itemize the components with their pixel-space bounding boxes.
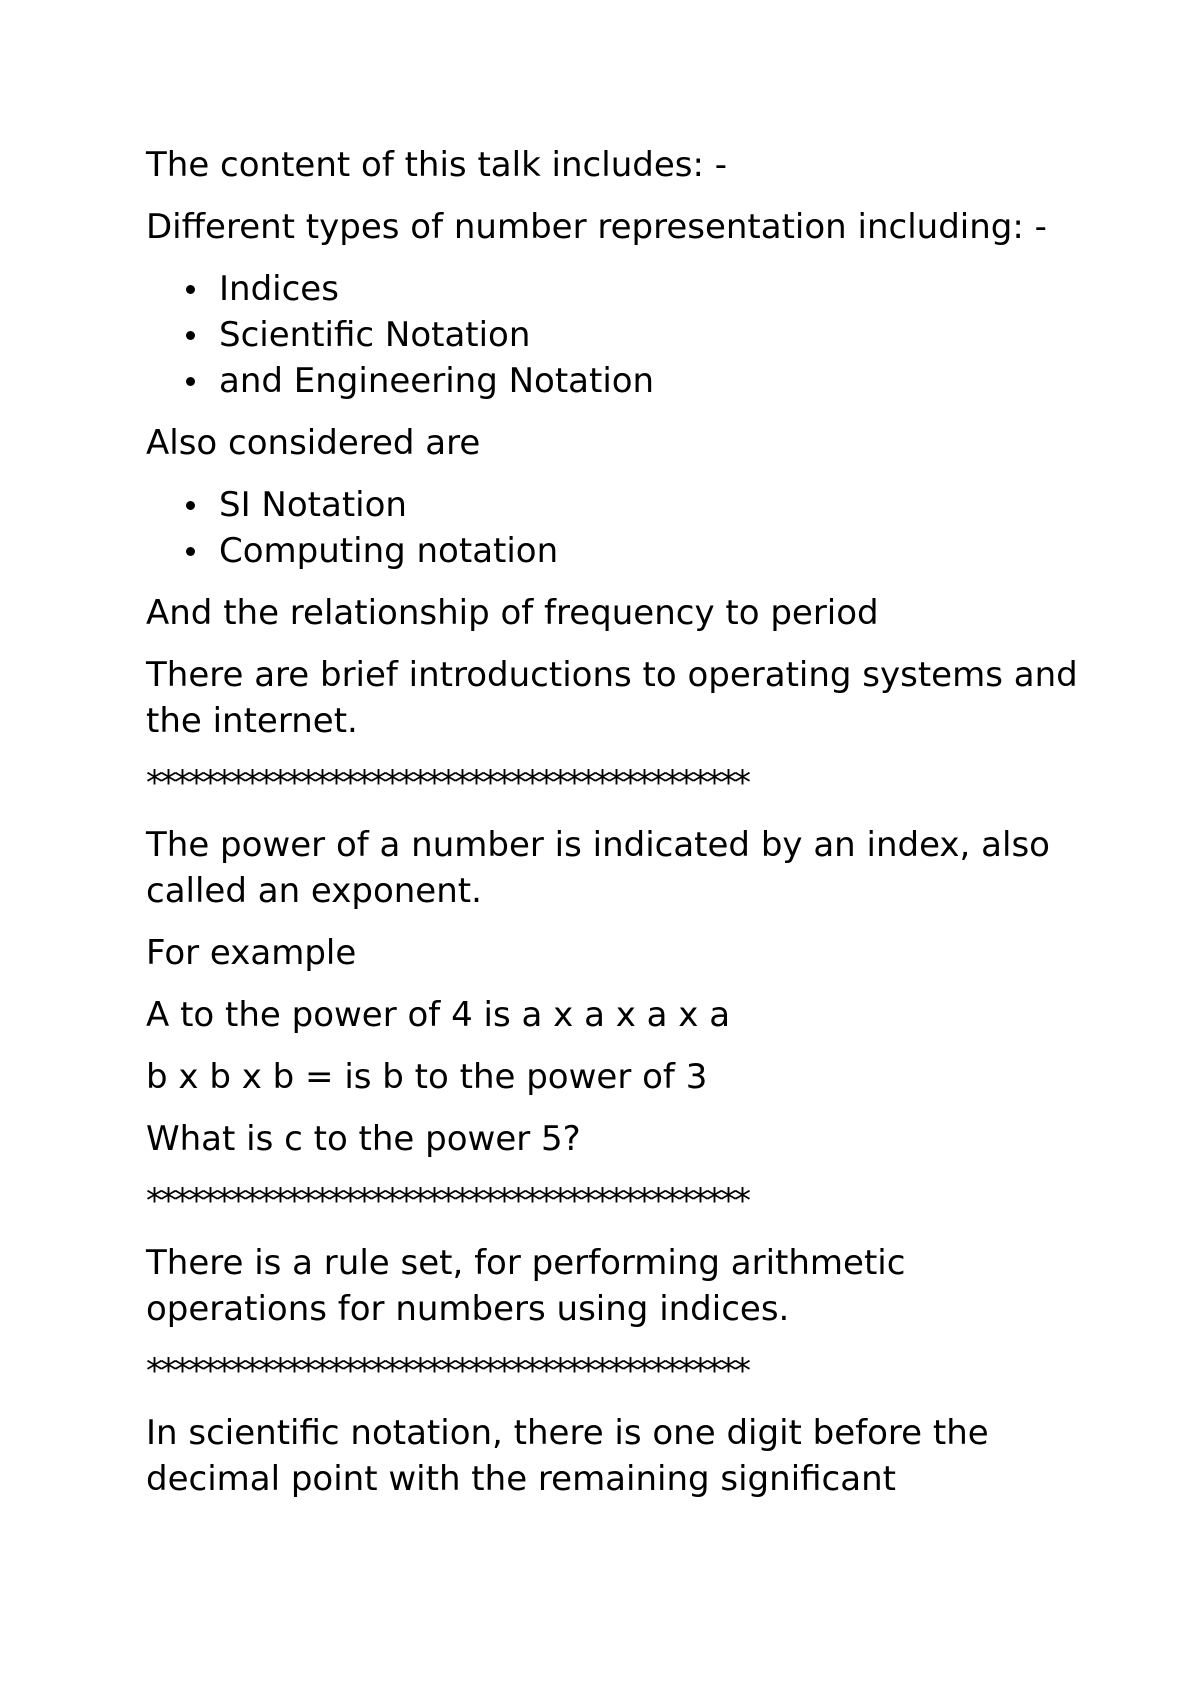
bullet-icon [186, 547, 195, 556]
separator: ******************************************* [146, 763, 748, 803]
list-item-label: Indices [219, 269, 339, 309]
power-text: The power of a number is indicated by an index, also called an exponent. [146, 825, 1050, 911]
frequency-text: And the relationship of frequency to period [146, 593, 879, 633]
example-b-text: b x b x b = is b to the power of 3 [146, 1057, 708, 1097]
bullet-icon [186, 501, 195, 510]
intro-text: The content of this talk includes: - [146, 145, 727, 185]
for-example-text: For example [146, 933, 357, 973]
list-item [146, 482, 1080, 528]
example-a-text: A to the power of 4 is a x a x a x a [146, 995, 731, 1035]
list-item-label: and Engineering Notation [219, 361, 655, 401]
types-list [146, 266, 1080, 404]
list-item [146, 358, 1080, 404]
separator: ******************************************* [146, 1351, 748, 1391]
scientific-text: In scientific notation, there is one digit before the decimal point with the remaining significant [146, 1413, 989, 1499]
list-item-label: SI Notation [219, 485, 407, 525]
bullet-icon [186, 285, 195, 294]
brief-text: There are brief introductions to operating systems and the internet. [146, 655, 1078, 741]
also-intro-text: Also considered are [146, 423, 481, 463]
list-item-label: Scientific Notation [219, 315, 531, 355]
list-item [146, 528, 1080, 574]
types-intro-text: Different types of number representation including: - [146, 207, 1047, 247]
bullet-icon [186, 331, 195, 340]
question-text: What is c to the power 5? [146, 1119, 581, 1159]
list-item-label: Computing notation [219, 531, 559, 571]
separator: ******************************************* [146, 1181, 748, 1221]
bullet-icon [186, 377, 195, 386]
also-list [146, 482, 1080, 574]
list-item [146, 266, 1080, 312]
rule-text: There is a rule set, for performing arithmetic operations for numbers using indices. [146, 1243, 906, 1329]
list-item [146, 312, 1080, 358]
